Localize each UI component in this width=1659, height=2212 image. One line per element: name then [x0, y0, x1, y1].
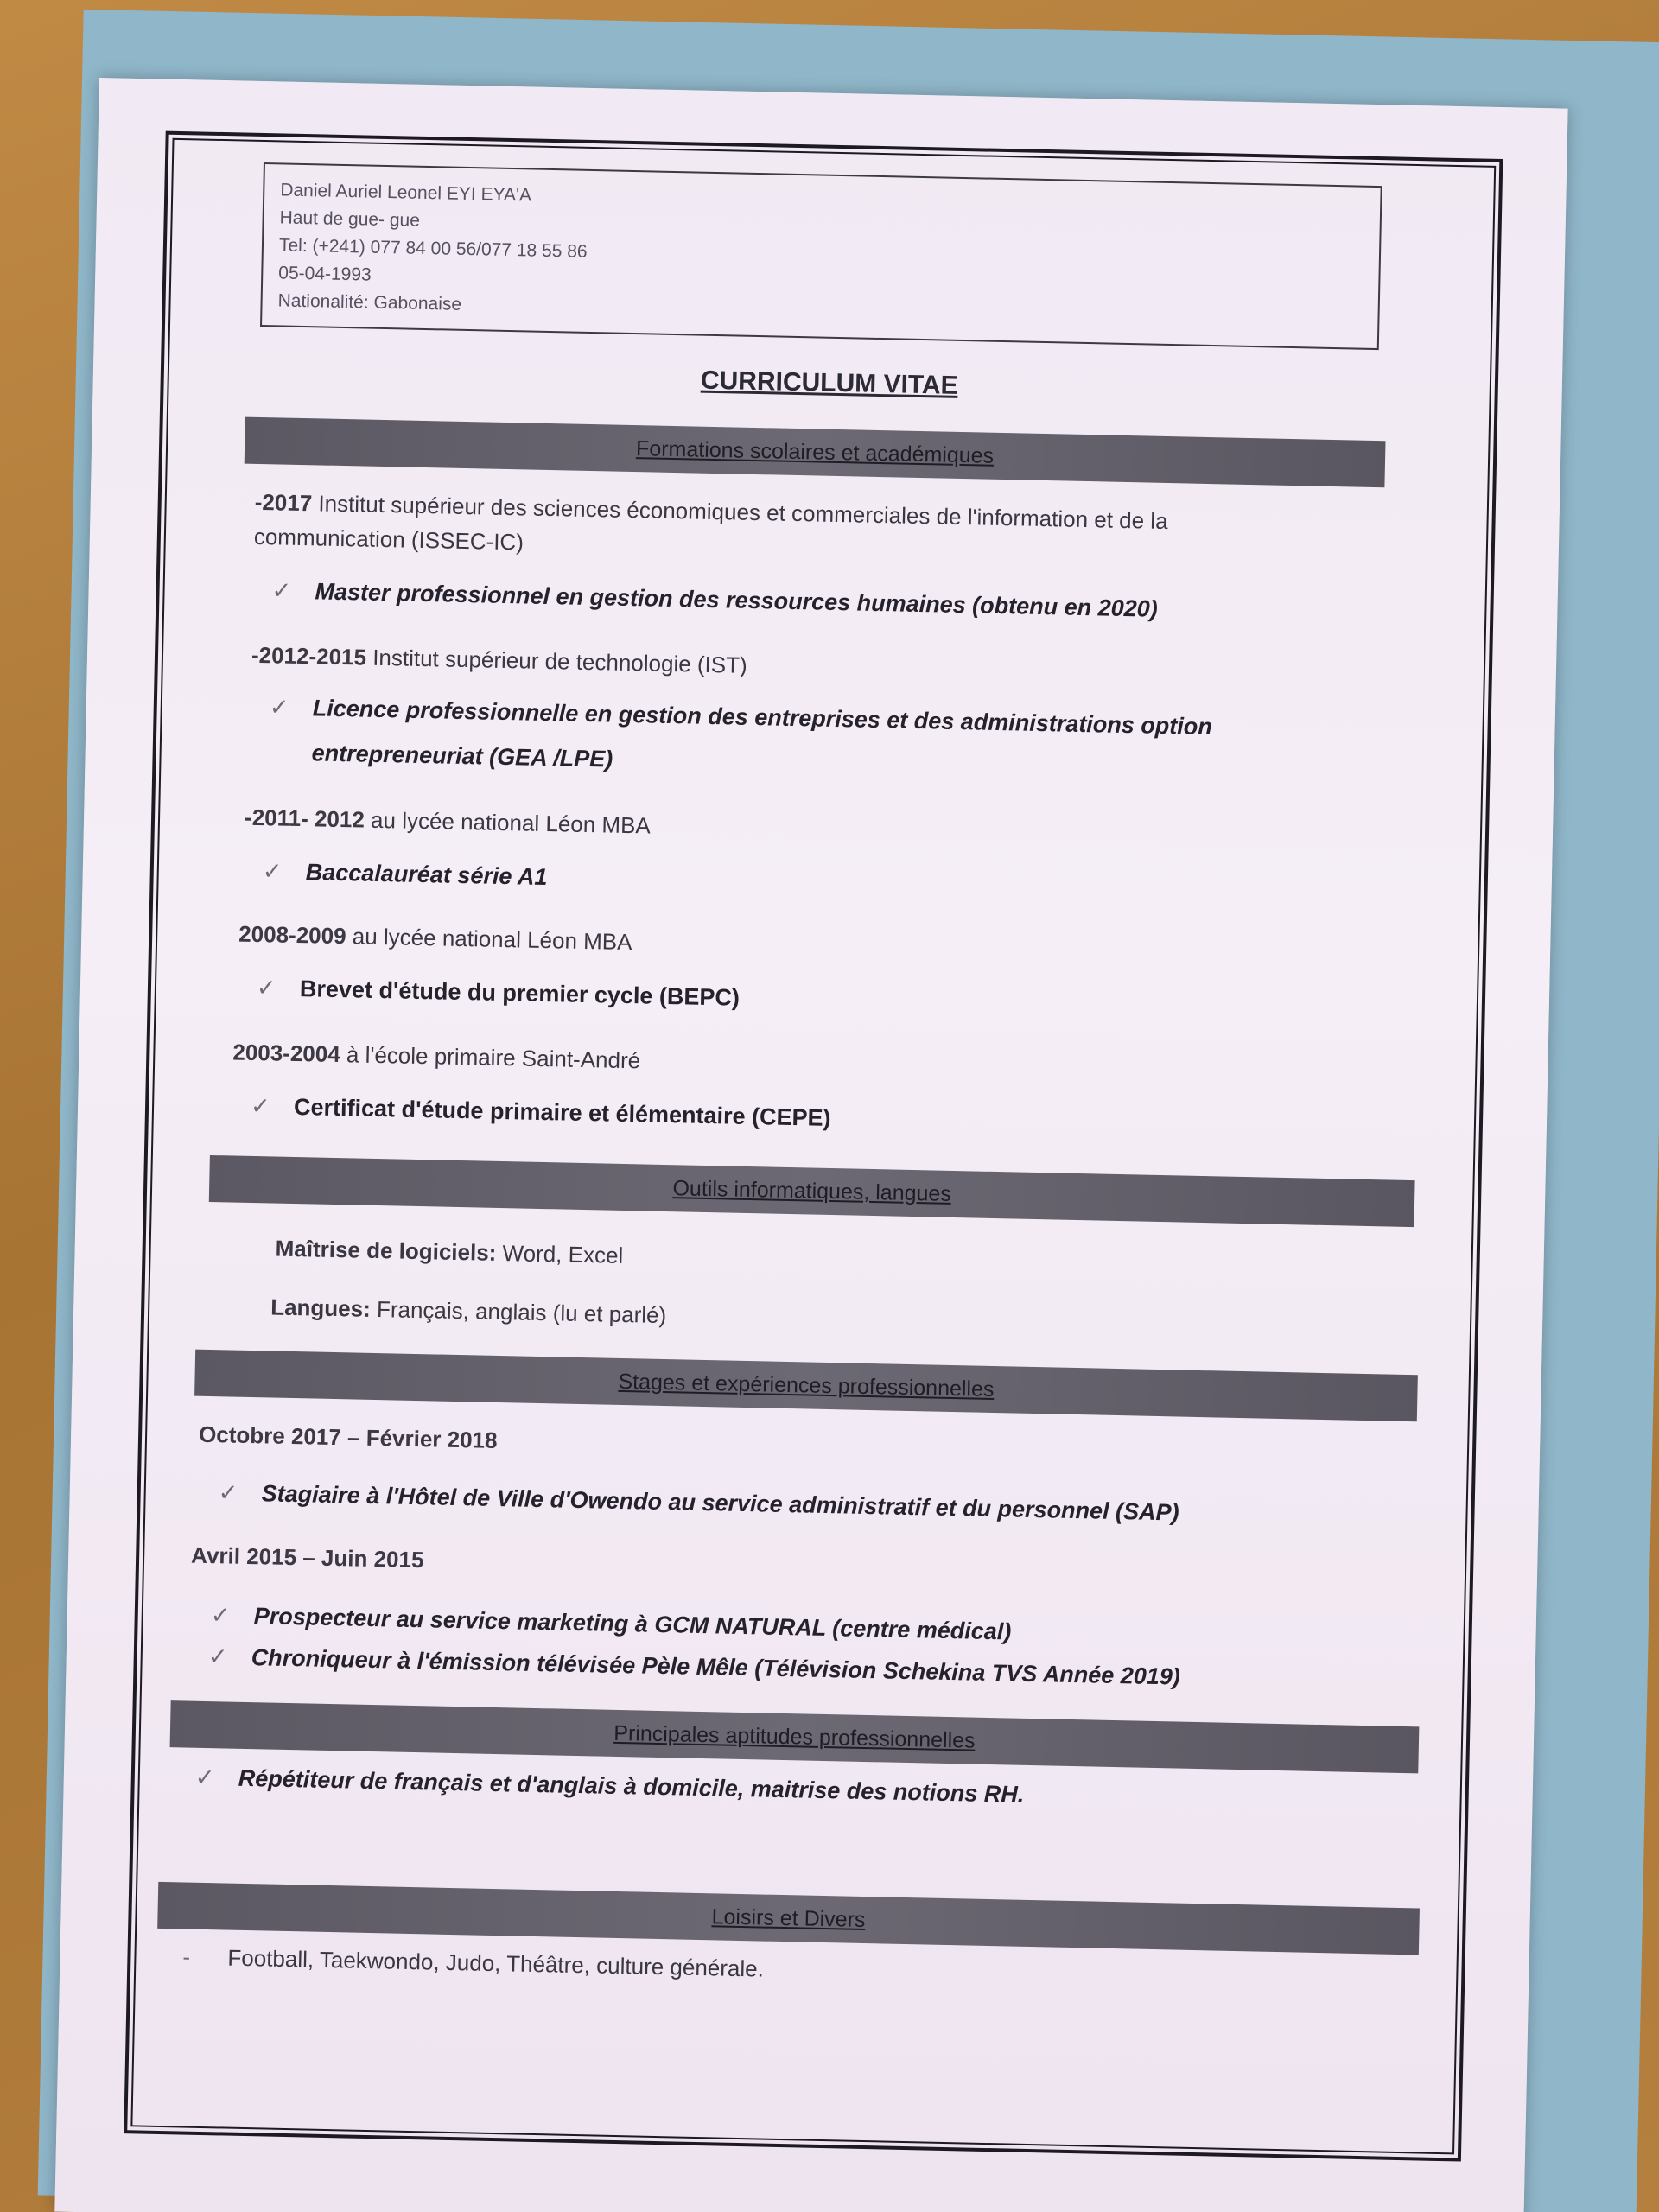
formation-institution: au lycée national Léon MBA [370, 806, 652, 839]
formation-item-text: Certificat d'étude primaire et élémentaire (CEPE) [293, 1093, 831, 1131]
formation-item-text: Licence professionnelle en gestion des entreprises et des administrations option [312, 695, 1213, 741]
hobbies-text: Football, Taekwondo, Judo, Théâtre, culture générale. [227, 1944, 765, 1982]
stage-period-text: Octobre 2017 – Février 2018 [198, 1421, 498, 1453]
check-icon: ✓ [262, 858, 283, 885]
stage-item [218, 1475, 1179, 1529]
check-icon: ✓ [218, 1479, 238, 1506]
formation-item-text: entrepreneuriat (GEA /LPE) [311, 740, 613, 772]
stage-item-text: Stagiaire à l'Hôtel de Ville d'Owendo au service administratif et du personnel (SAP) [261, 1480, 1179, 1526]
page-border [124, 131, 1503, 2162]
page-title: CURRICULUM VITAE [700, 365, 958, 400]
formation-year: -2017 [254, 488, 313, 517]
formation-entry-2003 [232, 1036, 640, 1076]
contact-nationality: Nationalité: Gabonaise [277, 290, 462, 315]
software-skills [275, 1233, 623, 1271]
contact-name: Daniel Auriel Leonel EYI EYA'A [280, 180, 532, 206]
formation-year: -2011- 2012 [244, 804, 365, 833]
stage-item [207, 1639, 1180, 1694]
stage-period-text: Avril 2015 – Juin 2015 [190, 1541, 424, 1573]
formation-entry-2008 [238, 918, 632, 958]
formation-entry-2011 [245, 802, 651, 842]
cv-paper [54, 78, 1567, 2212]
formation-year: 2003-2004 [232, 1039, 341, 1068]
formation-institution: Institut supérieur des sciences économiques et commerciales de l'information et de la [318, 490, 1168, 535]
aptitude-item-text: Répétiteur de français et d'anglais à domicile, maitrise des notions RH. [238, 1764, 1025, 1808]
formation-item-master [271, 573, 1158, 626]
formation-year: 2008-2009 [238, 920, 346, 950]
formation-institution: à l'école primaire Saint-André [346, 1041, 641, 1074]
check-icon: ✓ [256, 975, 276, 1001]
formation-item-cepe [251, 1089, 831, 1135]
formation-institution: au lycée national Léon MBA [352, 923, 632, 956]
language-skills [270, 1291, 667, 1331]
contact-address: Haut de gue- gue [279, 207, 421, 231]
formation-item-licence-cont [311, 735, 613, 776]
check-icon: ✓ [210, 1602, 231, 1629]
software-value: Word, Excel [502, 1240, 624, 1268]
software-label: Maîtrise de logiciels: [275, 1235, 497, 1266]
stage-period [191, 1540, 424, 1576]
section-heading-loisirs: Loisirs et Divers [157, 1882, 1420, 1955]
check-icon: ✓ [194, 1764, 215, 1791]
formation-item-bepc [257, 970, 741, 1015]
section-heading-stages: Stages et expériences professionnelles [194, 1350, 1418, 1422]
formation-item-bac [262, 854, 547, 894]
formation-institution-cont: communication (ISSEC-IC) [253, 523, 524, 556]
stage-item-text: Prospecteur au service marketing à GCM NATURAL (centre médical) [253, 1603, 1012, 1645]
languages-label: Langues: [270, 1294, 372, 1322]
stage-period [199, 1419, 498, 1456]
check-icon: ✓ [271, 577, 292, 604]
check-icon: ✓ [207, 1643, 228, 1670]
check-icon: ✓ [269, 694, 289, 721]
section-heading-aptitudes: Principales aptitudes professionnelles [170, 1700, 1420, 1773]
contact-box [260, 162, 1382, 350]
formation-item-text: Baccalauréat série A1 [305, 859, 548, 891]
check-icon: ✓ [250, 1092, 271, 1120]
formation-item-text: Master professionnel en gestion des ressources humaines (obtenu en 2020) [315, 578, 1159, 622]
stage-item-text: Chroniqueur à l'émission télévisée Pèle Mêle (Télévision Schekina TVS Année 2019) [251, 1644, 1181, 1690]
formation-entry-2012 [251, 639, 747, 681]
formation-item-licence [269, 690, 1212, 744]
aptitude-item [194, 1760, 1024, 1812]
section-heading-outils: Outils informatiques, langues [209, 1155, 1415, 1227]
hobbies-line [182, 1942, 764, 1985]
languages-value: Français, anglais (lu et parlé) [376, 1296, 667, 1329]
formation-year: -2012-2015 [251, 641, 367, 671]
formation-institution: Institut supérieur de technologie (IST) [372, 644, 748, 678]
dash-bullet: - [182, 1943, 191, 1970]
contact-birthdate: 05-04-1993 [278, 263, 372, 285]
formation-item-text: Brevet d'étude du premier cycle (BEPC) [299, 976, 741, 1011]
contact-phone: Tel: (+241) 077 84 00 56/077 18 55 86 [278, 235, 588, 262]
section-heading-formations: Formations scolaires et académiques [245, 417, 1386, 488]
